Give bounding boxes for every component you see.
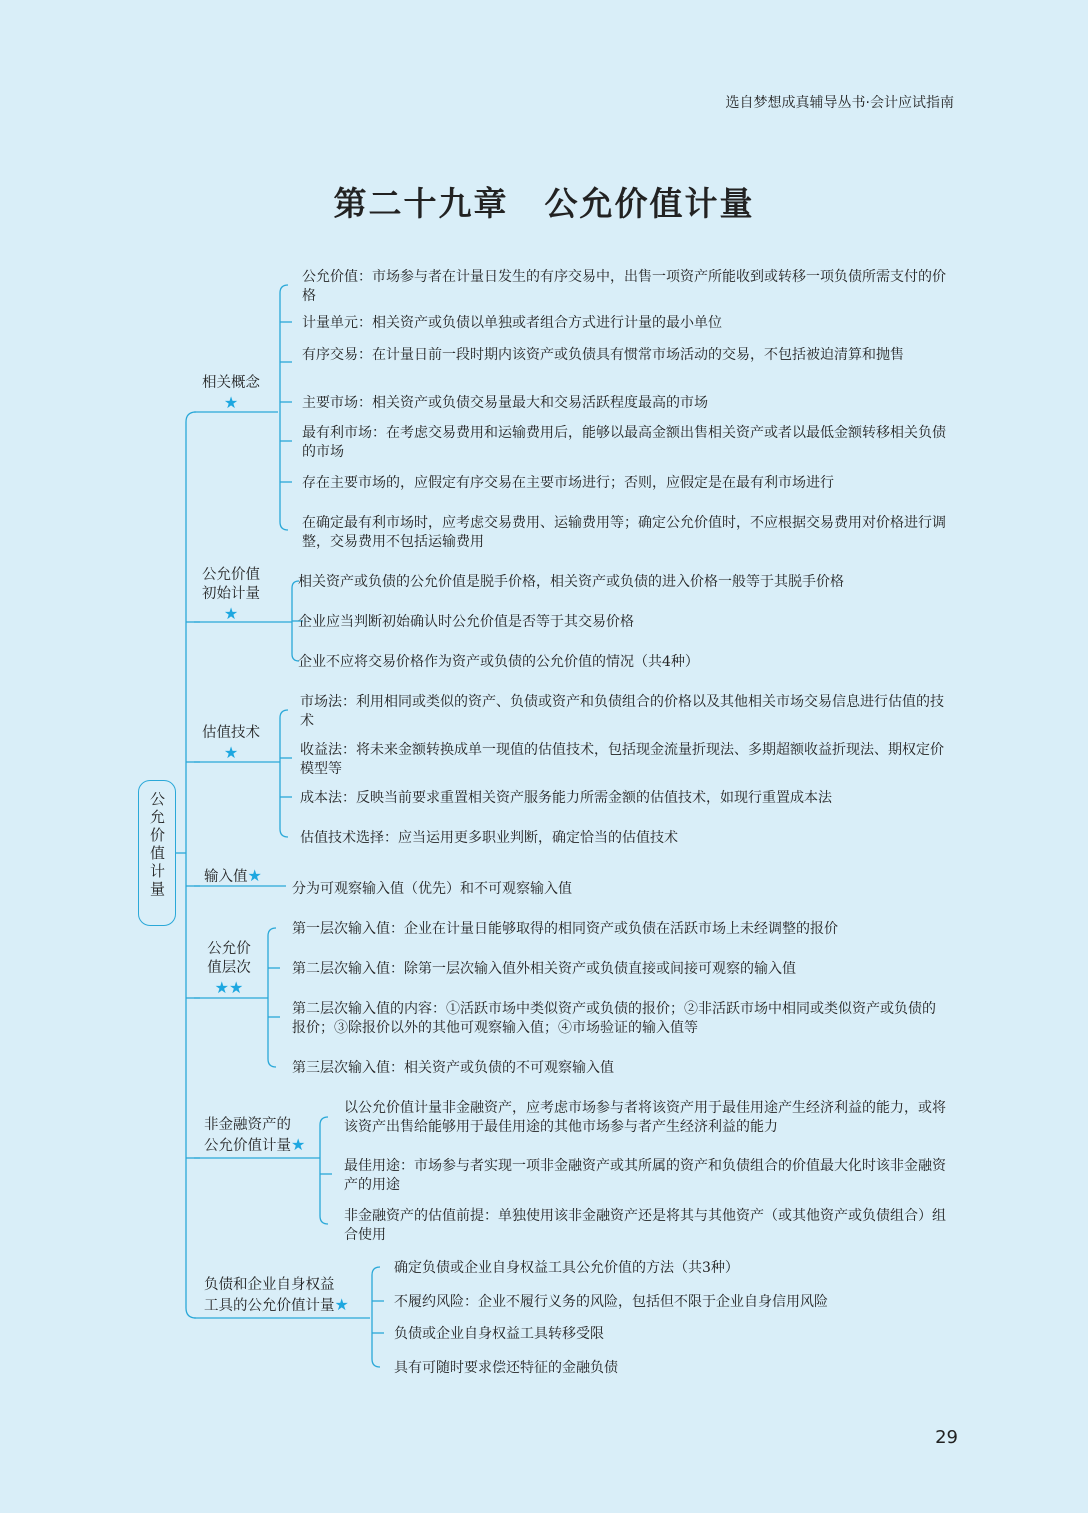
star-rating: ★ <box>291 1135 306 1154</box>
star-rating: ★ <box>223 393 239 412</box>
star-rating: ★ <box>223 743 239 762</box>
star-rating: ★ <box>223 604 239 623</box>
list-item: 负债或企业自身权益工具转移受限 <box>394 1326 604 1342</box>
list-item: 估值技术选择：应当运用更多职业判断，确定恰当的估值技术 <box>300 830 678 846</box>
branch-label: 估值技术 ★ <box>190 724 272 762</box>
list-item: 分为可观察输入值（优先）和不可观察输入值 <box>292 881 572 897</box>
list-item: 最有利市场：在考虑交易费用和运输费用后，能够以最高金额出售相关资产或者以最低金额转移相关负债的市场 <box>302 425 946 460</box>
list-item: 市场法：利用相同或类似的资产、负债或资产和负债组合的价格以及其他相关市场交易信息进行估值的技术 <box>300 694 944 729</box>
list-item: 企业应当判断初始确认时公允价值是否等于其交易价格 <box>298 614 634 630</box>
list-item: 在确定最有利市场时，应考虑交易费用、运输费用等；确定公允价值时，不应根据交易费用对价格进行调整，交易费用不包括运输费用 <box>302 515 946 550</box>
branch-label: 非金融资产的 公允价值计量★ <box>204 1117 306 1154</box>
list-item: 最佳用途：市场参与者实现一项非金融资产或其所属的资产和负债组合的价值最大化时该非金融资产的用途 <box>344 1158 946 1193</box>
list-item: 有序交易：在计量日前一段时期内该资产或负债具有惯常市场活动的交易，不包括被迫清算和抛售 <box>302 347 904 363</box>
root-node <box>138 780 176 926</box>
star-rating: ★★ <box>214 978 244 997</box>
list-item: 相关资产或负债的公允价值是脱手价格，相关资产或负债的进入价格一般等于其脱手价格 <box>298 574 844 590</box>
star-rating: ★ <box>334 1295 349 1314</box>
chapter-number: 第二十九章 <box>333 184 509 223</box>
connector-line <box>320 1117 328 1224</box>
connector-line <box>280 710 288 837</box>
page-number: 29 <box>935 1427 958 1448</box>
list-item: 成本法：反映当前要求重置相关资产服务能力所需金额的估值技术，如现行重置成本法 <box>300 790 832 806</box>
list-item: 确定负债或企业自身权益工具公允价值的方法（共3种） <box>394 1260 739 1276</box>
list-item: 以公允价值计量非金融资产，应考虑市场参与者将该资产用于最佳用途产生经济利益的能力，或将该资产出售给能够用于最佳用途的其他市场参与者产生经济利益的能力 <box>344 1100 946 1135</box>
branch-label: 公允价值 初始计量 ★ <box>190 566 272 623</box>
running-header: 选自梦想成真辅导丛书·会计应试指南 <box>725 95 954 111</box>
list-item: 不履约风险：企业不履行义务的风险，包括但不限于企业自身信用风险 <box>394 1294 828 1310</box>
list-item: 主要市场：相关资产或负债交易量最大和交易活跃程度最高的市场 <box>302 395 708 411</box>
connector-line <box>268 928 276 1067</box>
list-item: 第三层次输入值：相关资产或负债的不可观察输入值 <box>292 1060 614 1076</box>
list-item: 非金融资产的估值前提：单独使用该非金融资产还是将其与其他资产（或其他资产或负债组合）组合使用 <box>344 1208 946 1243</box>
branch-label: 公允价 值层次 ★★ <box>196 940 262 997</box>
branch-label: 相关概念 ★ <box>190 374 272 412</box>
list-item: 收益法：将未来金额转换成单一现值的估值技术，包括现金流量折现法、多期超额收益折现法、期权定价模型等 <box>300 742 944 777</box>
list-item: 第一层次输入值：企业在计量日能够取得的相同资产或负债在活跃市场上未经调整的报价 <box>292 921 838 937</box>
list-item: 第二层次输入值的内容：①活跃市场中类似资产或负债的报价；②非活跃市场中相同或类似资产或负债的报价；③除报价以外的其他可观察输入值；④市场验证的输入值等 <box>292 1001 936 1036</box>
chapter-name: 公允价值计量 <box>544 184 755 223</box>
branch-label: 负债和企业自身权益 工具的公允价值计量★ <box>204 1277 349 1314</box>
list-item: 第二层次输入值：除第一层次输入值外相关资产或负债直接或间接可观察的输入值 <box>292 961 796 977</box>
star-rating: ★ <box>247 866 262 885</box>
list-item: 企业不应将交易价格作为资产或负债的公允价值的情况（共4种） <box>298 654 699 670</box>
list-item: 具有可随时要求偿还特征的金融负债 <box>394 1360 618 1376</box>
branch-label: 输入值★ <box>204 866 262 885</box>
list-item: 计量单元：相关资产或负债以单独或者组合方式进行计量的最小单位 <box>302 315 722 331</box>
connector-line <box>372 1267 380 1367</box>
connector-line <box>186 412 196 1318</box>
root-label: 公允价值计量 <box>148 791 166 899</box>
list-item: 存在主要市场的，应假定有序交易在主要市场进行；否则，应假定是在最有利市场进行 <box>302 475 834 491</box>
list-item: 公允价值：市场参与者在计量日发生的有序交易中，出售一项资产所能收到或转移一项负债所需支付的价格 <box>302 269 946 304</box>
